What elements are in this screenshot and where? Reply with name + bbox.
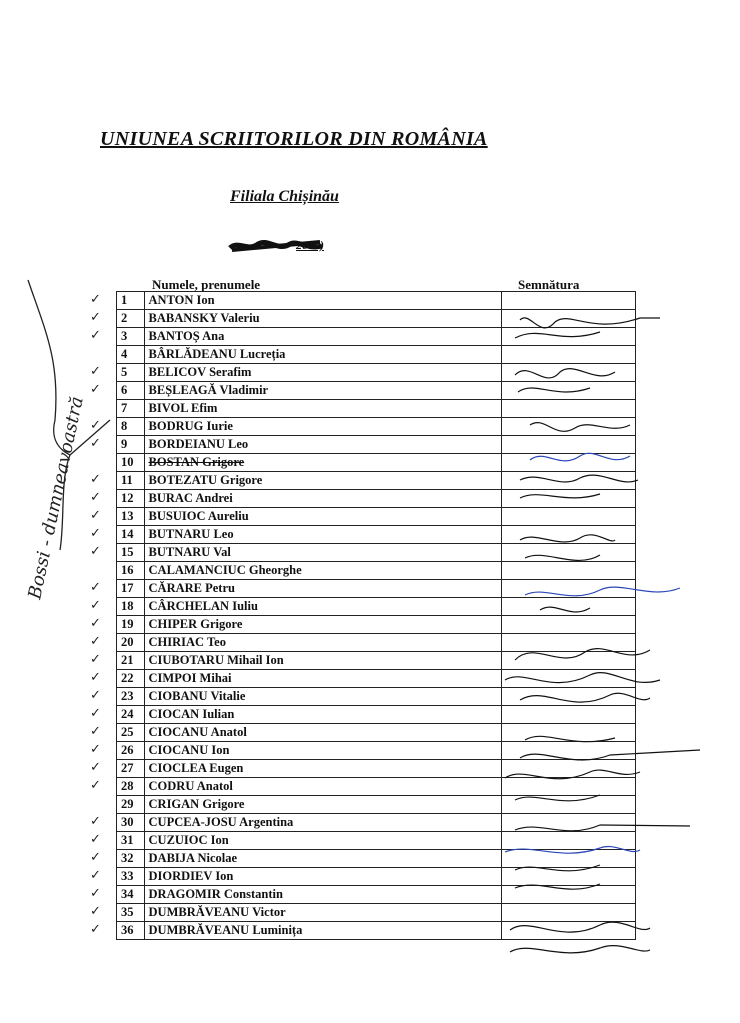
row-number: 15 bbox=[117, 544, 145, 562]
row-number: 30 bbox=[117, 814, 145, 832]
check-mark-icon: ✓ bbox=[90, 471, 101, 487]
check-mark-icon: ✓ bbox=[90, 615, 101, 631]
check-mark-icon: ✓ bbox=[90, 705, 101, 721]
row-number: 36 bbox=[117, 922, 145, 940]
member-name: CIOCANU Ion bbox=[144, 742, 502, 760]
check-mark-icon: ✓ bbox=[90, 723, 101, 739]
check-mark-icon: ✓ bbox=[90, 309, 101, 325]
member-name: CHIPER Grigore bbox=[144, 616, 502, 634]
row-number: 7 bbox=[117, 400, 145, 418]
check-mark-icon: ✓ bbox=[90, 669, 101, 685]
row-number: 5 bbox=[117, 364, 145, 382]
row-number: 8 bbox=[117, 418, 145, 436]
check-mark-icon: ✓ bbox=[90, 867, 101, 883]
row-number: 22 bbox=[117, 670, 145, 688]
member-name: BABANSKY Valeriu bbox=[144, 310, 502, 328]
row-number: 23 bbox=[117, 688, 145, 706]
member-name: CIOCAN Iulian bbox=[144, 706, 502, 724]
check-mark-icon: ✓ bbox=[90, 633, 101, 649]
row-number: 1 bbox=[117, 292, 145, 310]
check-mark-icon: ✓ bbox=[90, 903, 101, 919]
member-name: BUTNARU Leo bbox=[144, 526, 502, 544]
row-number: 9 bbox=[117, 436, 145, 454]
member-name: ANTON Ion bbox=[144, 292, 502, 310]
row-number: 19 bbox=[117, 616, 145, 634]
check-mark-icon: ✓ bbox=[90, 885, 101, 901]
check-mark-icon: ✓ bbox=[90, 921, 101, 937]
check-mark-icon: ✓ bbox=[90, 813, 101, 829]
row-number: 4 bbox=[117, 346, 145, 364]
check-mark-icon: ✓ bbox=[90, 831, 101, 847]
check-mark-icon: ✓ bbox=[90, 327, 101, 343]
member-name: BUTNARU Val bbox=[144, 544, 502, 562]
member-name: CRIGAN Grigore bbox=[144, 796, 502, 814]
member-name: DIORDIEV Ion bbox=[144, 868, 502, 886]
row-number: 34 bbox=[117, 886, 145, 904]
member-name: DABIJA Nicolae bbox=[144, 850, 502, 868]
row-number: 6 bbox=[117, 382, 145, 400]
row-number: 18 bbox=[117, 598, 145, 616]
member-name: CHIRIAC Teo bbox=[144, 634, 502, 652]
check-mark-icon: ✓ bbox=[90, 417, 101, 433]
member-name: CALAMANCIUC Gheorghe bbox=[144, 562, 502, 580]
check-mark-icon: ✓ bbox=[90, 651, 101, 667]
row-number: 25 bbox=[117, 724, 145, 742]
member-name: CIOCANU Anatol bbox=[144, 724, 502, 742]
row-number: 11 bbox=[117, 472, 145, 490]
member-name: DUMBRĂVEANU Luminița bbox=[144, 922, 502, 940]
member-name: CIMPOI Mihai bbox=[144, 670, 502, 688]
row-number: 12 bbox=[117, 490, 145, 508]
row-number: 14 bbox=[117, 526, 145, 544]
member-name: DUMBRĂVEANU Victor bbox=[144, 904, 502, 922]
check-mark-icon: ✓ bbox=[90, 507, 101, 523]
row-number: 31 bbox=[117, 832, 145, 850]
member-name: BORDEIANU Leo bbox=[144, 436, 502, 454]
column-header-signature: Semnătura bbox=[518, 277, 580, 292]
margin-note: Bossi - dumneavoastră bbox=[24, 394, 88, 602]
row-number: 21 bbox=[117, 652, 145, 670]
check-mark-icon: ✓ bbox=[90, 759, 101, 775]
member-name: CIOCLEA Eugen bbox=[144, 760, 502, 778]
organization-title: UNIUNEA SCRIITORILOR DIN ROMÂNIA bbox=[100, 128, 488, 150]
check-mark-icon: ✓ bbox=[90, 291, 101, 307]
member-name: BOTEZATU Grigore bbox=[144, 472, 502, 490]
member-name: CUZUIOC Ion bbox=[144, 832, 502, 850]
row-number: 13 bbox=[117, 508, 145, 526]
row-number: 20 bbox=[117, 634, 145, 652]
check-mark-icon: ✓ bbox=[90, 543, 101, 559]
check-mark-icon: ✓ bbox=[90, 741, 101, 757]
member-name: BEȘLEAGĂ Vladimir bbox=[144, 382, 502, 400]
row-number: 17 bbox=[117, 580, 145, 598]
row-number: 24 bbox=[117, 706, 145, 724]
check-mark-icon: ✓ bbox=[90, 579, 101, 595]
row-number: 10 bbox=[117, 454, 145, 472]
member-name: BURAC Andrei bbox=[144, 490, 502, 508]
member-name: CIUBOTARU Mihail Ion bbox=[144, 652, 502, 670]
row-number: 27 bbox=[117, 760, 145, 778]
row-number: 33 bbox=[117, 868, 145, 886]
check-mark-icon: ✓ bbox=[90, 597, 101, 613]
row-number: 32 bbox=[117, 850, 145, 868]
member-name: CIOBANU Vitalie bbox=[144, 688, 502, 706]
member-name: CUPCEA-JOSU Argentina bbox=[144, 814, 502, 832]
row-number: 2 bbox=[117, 310, 145, 328]
member-name: DRAGOMIR Constantin bbox=[144, 886, 502, 904]
row-number: 28 bbox=[117, 778, 145, 796]
check-mark-icon: ✓ bbox=[90, 687, 101, 703]
row-number: 35 bbox=[117, 904, 145, 922]
row-number: 29 bbox=[117, 796, 145, 814]
member-name: BIVOL Efim bbox=[144, 400, 502, 418]
member-name: CÂRCHELAN Iuliu bbox=[144, 598, 502, 616]
check-mark-icon: ✓ bbox=[90, 489, 101, 505]
branch-title: Filiala Chișinău bbox=[230, 188, 339, 205]
member-name: CĂRARE Petru bbox=[144, 580, 502, 598]
check-mark-icon: ✓ bbox=[90, 849, 101, 865]
row-number: 3 bbox=[117, 328, 145, 346]
member-name: BÂRLĂDEANU Lucreția bbox=[144, 346, 502, 364]
signatures bbox=[505, 318, 700, 953]
row-number: 26 bbox=[117, 742, 145, 760]
date-visible: 2005) bbox=[296, 238, 324, 252]
check-mark-icon: ✓ bbox=[90, 435, 101, 451]
check-mark-icon: ✓ bbox=[90, 777, 101, 793]
check-mark-icon: ✓ bbox=[90, 363, 101, 379]
row-number: 16 bbox=[117, 562, 145, 580]
member-name: BODRUG Iurie bbox=[144, 418, 502, 436]
member-name: CODRU Anatol bbox=[144, 778, 502, 796]
check-mark-icon: ✓ bbox=[90, 525, 101, 541]
member-name: BELICOV Serafim bbox=[144, 364, 502, 382]
column-header-names: Numele, prenumele bbox=[152, 277, 261, 292]
check-mark-icon: ✓ bbox=[90, 381, 101, 397]
member-name: BOSTAN Grigore bbox=[144, 454, 502, 472]
member-name: BANTOȘ Ana bbox=[144, 328, 502, 346]
member-name: BUSUIOC Aureliu bbox=[144, 508, 502, 526]
